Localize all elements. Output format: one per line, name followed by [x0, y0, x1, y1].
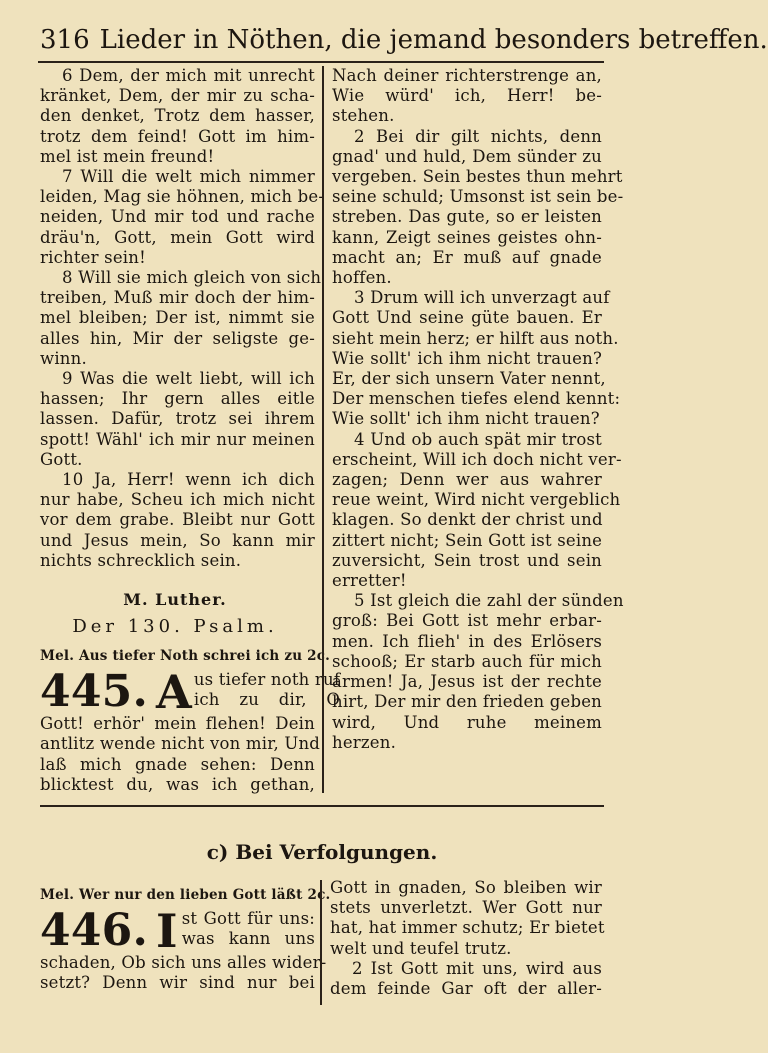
- text-line: antlitz wende nicht von mir, Und: [40, 734, 321, 754]
- left-column-verses: [40, 66, 325, 571]
- section-heading: c) Bei Verfolgungen.: [206, 840, 438, 864]
- column-divider-top: [322, 66, 324, 793]
- text-line: reue weint, Wird nicht vergeblich: [332, 490, 621, 510]
- text-line: schooß; Er starb auch für mich: [332, 651, 602, 671]
- hymn-446-dropcap: I: [155, 904, 178, 959]
- hymn-445-melody: Mel. Aus tiefer Noth schrei ich zu 2c.: [40, 648, 331, 664]
- text-line: Wie sollt' ich ihm nicht trauen?: [332, 348, 602, 368]
- psalm-title: Der 130. Psalm.: [72, 616, 278, 637]
- text-line: hassen; Ihr gern alles eitle: [40, 389, 315, 409]
- text-line: 7 Will die welt mich nimmer: [62, 167, 315, 187]
- hymn-446-melody: Mel. Wer nur den lieben Gott läßt 2c.: [40, 887, 331, 903]
- text-line: richter sein!: [40, 247, 146, 267]
- text-line: erscheint, Will ich doch nicht ver-: [332, 449, 622, 469]
- hymn-446-lines: [40, 953, 327, 993]
- text-line: leiden, Mag sie höhnen, mich be-: [40, 187, 325, 207]
- text-line: spott! Wähl' ich mir nur meinen: [40, 429, 315, 449]
- text-line: Wie sollt' ich ihm nicht trauen?: [332, 409, 600, 429]
- text-line: nichts schrecklich sein.: [40, 550, 242, 570]
- running-title: Lieder in Nöthen, die jemand besonders betreffen.: [99, 25, 768, 55]
- hymn-446-first-lines: [182, 909, 315, 949]
- text-line: 2 Ist Gott mit uns, wird aus: [352, 958, 602, 978]
- hymn-445-opening: [40, 665, 341, 720]
- text-line: mel bleiben; Der ist, nimmt sie: [40, 308, 315, 328]
- text-line: herzen.: [332, 732, 397, 752]
- text-line: sieht mein herz; er hilft aus noth.: [332, 328, 619, 348]
- text-line: Nach deiner richterstrenge an,: [332, 66, 602, 85]
- right-column-verses: [332, 66, 624, 753]
- text-line: laß mich gnade sehen: Denn: [40, 754, 315, 774]
- text-line: gnad' und huld, Dem sünder zu: [332, 146, 602, 166]
- text-line: 8 Will sie mich gleich von sich: [62, 268, 322, 288]
- text-line: 6 Dem, der mich mit unrecht: [62, 66, 315, 85]
- text-line: dräu'n, Gott, mein Gott wird: [40, 227, 315, 247]
- text-line: was kann uns: [181, 929, 315, 949]
- text-line: ich zu dir, O: [193, 690, 341, 710]
- header-rule: [38, 61, 604, 63]
- text-line: winn.: [40, 348, 87, 368]
- hymn-445-number: 445.: [40, 666, 148, 718]
- text-line: seine schuld; Umsonst ist sein be-: [332, 187, 624, 207]
- text-line: Wie würd' ich, Herr! be-: [332, 86, 602, 106]
- text-line: neiden, Und mir tod und rache: [40, 207, 315, 227]
- text-line: hirt, Der mir den frieden geben: [332, 692, 603, 712]
- text-line: macht an; Er muß auf gnade: [332, 247, 602, 267]
- text-line: schaden, Ob sich uns alles wider-: [40, 953, 327, 973]
- text-line: blicktest du, was ich gethan,: [40, 774, 315, 794]
- text-line: zuversicht, Sein trost und sein: [332, 550, 602, 570]
- hymn-446: [40, 885, 331, 994]
- text-line: setzt? Denn wir sind nur bei: [40, 973, 315, 993]
- text-line: 9 Was die welt liebt, will ich: [62, 369, 315, 389]
- text-line: Er, der sich unsern Vater nennt,: [332, 369, 606, 389]
- text-line: zittert nicht; Sein Gott ist seine: [332, 530, 603, 550]
- text-line: lassen. Dafür, trotz sei ihrem: [40, 409, 315, 429]
- text-line: hoffen.: [332, 268, 392, 288]
- section-rule: [40, 805, 604, 807]
- text-line: vergeben. Sein bestes thun mehrt: [332, 167, 623, 187]
- text-line: Gott! erhör' mein flehen! Dein: [40, 714, 315, 734]
- hymn-446-number: 446.: [40, 905, 148, 957]
- text-line: und Jesus mein, So kann mir: [40, 530, 315, 550]
- text-line: st Gott für uns:: [181, 909, 315, 929]
- text-line: alles hin, Mir der seligste ge-: [40, 328, 315, 348]
- text-line: welt und teufel trutz.: [330, 938, 512, 958]
- column-divider-bottom: [320, 880, 322, 1005]
- text-line: kann, Zeigt seines geistes ohn-: [332, 227, 602, 247]
- right-column-bottom: [330, 878, 605, 999]
- text-line: armen! Ja, Jesus ist der rechte: [332, 672, 602, 692]
- hymn-445-first-lines: [194, 670, 340, 710]
- text-line: erretter!: [332, 571, 407, 591]
- text-line: kränket, Dem, der mir zu scha-: [40, 86, 315, 106]
- text-line: 4 Und ob auch spät mir trost: [354, 429, 602, 449]
- text-line: den denket, Trotz dem hasser,: [40, 106, 315, 126]
- text-line: Gott in gnaden, So bleiben wir: [330, 878, 602, 897]
- text-line: vor dem grabe. Bleibt nur Gott: [40, 510, 315, 530]
- text-line: Gott.: [40, 449, 83, 469]
- author-line: M. Luther.: [123, 590, 227, 609]
- text-line: klagen. So denkt der christ und: [332, 510, 603, 530]
- hymn-445-dropcap: A: [155, 665, 192, 720]
- text-line: trotz dem feind! Gott im him-: [40, 126, 315, 146]
- running-header: [40, 22, 768, 58]
- page-number: 316: [40, 25, 90, 55]
- hymn-445-lines: [40, 714, 321, 795]
- text-line: groß: Bei Gott ist mehr erbar-: [332, 611, 602, 631]
- text-line: stets unverletzt. Wer Gott nur: [330, 898, 602, 918]
- text-line: treiben, Muß mir doch der him-: [40, 288, 315, 308]
- text-line: 5 Ist gleich die zahl der sünden: [354, 591, 624, 611]
- text-line: us tiefer noth ruf: [193, 670, 341, 690]
- text-line: men. Ich flieh' in des Erlösers: [332, 631, 602, 651]
- text-line: 2 Bei dir gilt nichts, denn: [354, 126, 602, 146]
- text-line: nur habe, Scheu ich mich nicht: [40, 490, 315, 510]
- text-line: mel ist mein freund!: [40, 146, 215, 166]
- text-line: wird, Und ruhe meinem: [332, 712, 602, 732]
- text-line: dem feinde Gar oft der aller-: [330, 979, 602, 999]
- text-line: Der menschen tiefes elend kennt:: [332, 389, 621, 409]
- text-line: Gott Und seine güte bauen. Er: [332, 308, 602, 328]
- text-line: zagen; Denn wer aus wahrer: [332, 470, 602, 490]
- hymn-445: [40, 646, 341, 795]
- text-line: stehen.: [332, 106, 395, 126]
- text-line: 3 Drum will ich unverzagt auf: [354, 288, 610, 308]
- text-line: streben. Das gute, so er leisten: [332, 207, 602, 227]
- text-line: 10 Ja, Herr! wenn ich dich: [62, 470, 315, 490]
- text-line: hat, hat immer schutz; Er bietet: [330, 918, 605, 938]
- hymn-446-opening: [40, 904, 315, 959]
